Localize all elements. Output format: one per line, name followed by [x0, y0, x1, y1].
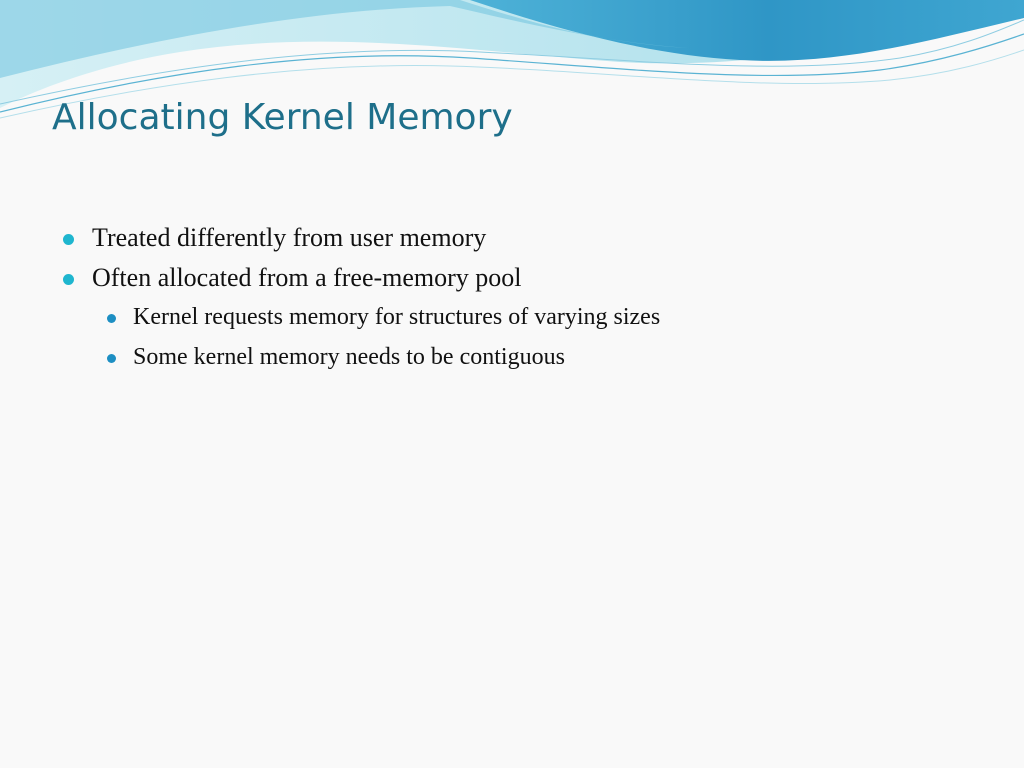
sub-bullet-text: Kernel requests memory for structures of varying sizes	[133, 304, 661, 330]
sub-bullet-text: Some kernel memory needs to be contiguous	[133, 344, 565, 370]
slide-title: Allocating Kernel Memory	[52, 97, 513, 138]
bullet-text: Often allocated from a free-memory pool	[92, 263, 522, 292]
bullet-list	[62, 222, 992, 382]
bullet-dot-icon	[63, 274, 74, 285]
bullet-item-1	[62, 222, 992, 254]
sub-bullet-dot-icon	[107, 314, 116, 323]
bullet-item-2	[62, 262, 992, 294]
sub-bullet-item-1	[62, 302, 992, 332]
sub-bullet-item-2	[62, 342, 992, 372]
bullet-text: Treated differently from user memory	[92, 223, 487, 252]
bullet-dot-icon	[63, 234, 74, 245]
sub-bullet-dot-icon	[107, 354, 116, 363]
